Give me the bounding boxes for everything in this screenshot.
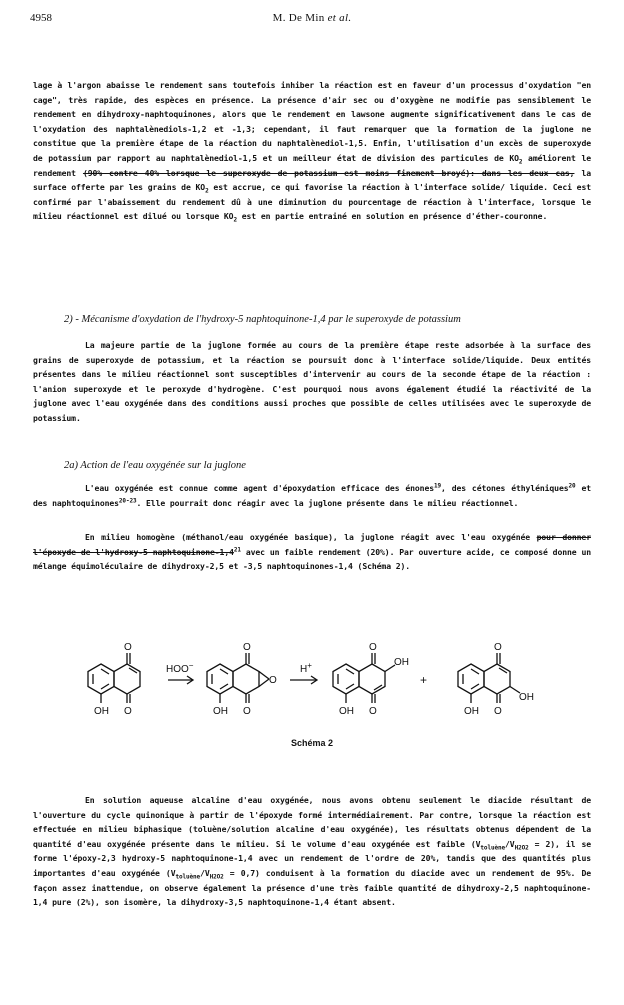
product1-o-bottom: O <box>369 706 377 717</box>
para3-b: , des cétones éthyléniques <box>441 483 569 493</box>
ref-20: 20 <box>568 482 576 490</box>
para4-struck-text: pour donner l'époxyde de l'hydroxy-5 naphtoquinone-1,4 <box>33 532 591 557</box>
epoxide-ring-o: O <box>269 675 277 686</box>
page-number: 4958 <box>30 12 52 24</box>
para1c-text: la surface offerte par les grains de KO <box>33 167 591 193</box>
dihydroxy-2-5-structure <box>333 653 395 703</box>
scheme-caption: Schéma 2 <box>290 738 334 748</box>
para1b-text: améliorent le rendement <box>33 152 591 178</box>
para3-a: L'eau oxygénée est connue comme agent d'époxydation efficace des énones <box>85 483 434 493</box>
paragraph-2 <box>33 338 591 426</box>
para5-d: /V <box>200 867 210 878</box>
ref-19: 19 <box>434 482 442 490</box>
running-head <box>0 12 624 24</box>
epoxide-o-top: O <box>243 642 251 653</box>
dihydroxy-3-5-structure <box>458 653 520 703</box>
ref-20-23: 20-23 <box>118 496 137 504</box>
para5-s2: H2O2 <box>514 844 529 852</box>
product2-oh-3: OH <box>519 692 534 703</box>
section-2a-heading: 2a) Action de l'eau oxygénée sur la juglone <box>64 460 246 471</box>
reagent-h-plus: H+ <box>300 661 312 675</box>
reagent-hoo: HOO− <box>166 661 194 675</box>
paragraph-4 <box>33 530 591 574</box>
para3-d: . Elle pourrait donc réagir avec la juglone présente dans le milieu réactionnel. <box>136 497 519 508</box>
product2-o-bottom: O <box>494 706 502 717</box>
page-header <box>0 12 624 28</box>
para5-s1: toluène <box>480 844 506 852</box>
paragraph-5 <box>33 793 591 910</box>
product1-oh-2: OH <box>394 657 409 668</box>
para5-s3: toluène <box>175 873 201 881</box>
juglone-structure <box>88 653 140 703</box>
reaction-scheme <box>0 612 624 762</box>
juglone-o-top: O <box>124 642 132 653</box>
para4-a: En milieu homogène (méthanol/eau oxygénée basique), la juglone réagit avec l'eau oxygénée <box>85 532 531 542</box>
juglone-oh: OH <box>94 706 109 717</box>
epoxide-structure <box>207 653 269 703</box>
para1-text: lage à l'argon abaisse le rendement sans toutefois inhiber la réaction est en faveur d'un processus d'oxydation "en cage", très rapide, des espèces en présence. La présence d'air sec ou d'oxygène ne modifie pas sensiblement le rendement en dihydroxy-naphtoquinones, alors que le rendement en lawsone augmente significativement dans le cas de l'oxydation des naphtalènediols-1,2 et -1,3; cependant, il faut remarquer que la formation de la juglone ne constitue que la première étape de la réaction du naphtalènediol-1,5. Enfin, l'utilisation d'un excès de superoxyde de potassium par rapport au naphtalènediol-1,5 et un meilleur état de division des particules de KO <box>33 80 591 163</box>
para5-e: = 0,7) conduisent à la formation du diacide avec un rendement de 95%. De façon assez inattendue, on observe également la présence d'une très faible quantité de dihydroxy-2,5 naphtoquinone-1,4 pure (2%), son isomère, la dihydroxy-3,5 naphtoquinone-1,4 étant absent. <box>33 867 591 908</box>
running-head-authors: M. De Min <box>272 12 325 24</box>
epoxide-o-bottom: O <box>243 706 251 717</box>
juglone-o-bottom: O <box>124 706 132 717</box>
para5-s4: H2O2 <box>209 873 224 881</box>
epoxide-oh: OH <box>213 706 228 717</box>
plus-sign: + <box>420 673 428 687</box>
arrow-1 <box>168 676 193 684</box>
ref-21: 21 <box>233 545 241 553</box>
para1d-sub: 2 <box>233 216 237 224</box>
paragraph-1 <box>33 78 591 224</box>
para1-sub: 2 <box>518 158 523 166</box>
para4-b: avec un faible rendement (20%). Par ouverture acide, ce composé donne un mélange équimoléculaire de dihydroxy-2,5 et -3,5 naphtoquinones-1,4 (Schéma 2). <box>33 546 592 572</box>
para1c-sub: 2 <box>205 187 209 195</box>
running-head-etal: et al. <box>327 12 352 24</box>
para5-c: = 2), il se forme l'époxy-2,3 hydroxy-5 naphtoquinone-1,4 avec un rendement de l'ordre de 20%, tandis que des quantités plus importantes d'eau oxygénée (V <box>33 838 592 878</box>
para3-c: et des naphtoquinones <box>33 483 591 508</box>
para1-struck-text: (90% contre 40% lorsque le superoxyde de potassium est moins finement broyé): dans les deux cas, <box>82 167 575 178</box>
arrow-2 <box>290 676 317 684</box>
paragraph-3 <box>33 481 591 510</box>
para5-a: En solution aqueuse alcaline d'eau oxygénée, nous avons obtenu seulement le diacide résultant de l'ouverture du cycle quinonique à partir de l'époxyde formé intermédiairement. Par contre, lorsque la réaction est effectuée en milieu biphasique (toluène/solution alcaline d'eau oxygénée), les résultats obtenus dépendent de la quantité d'eau oxygénée présente dans le milieu. Si le volume d'eau oxygénée est faible (V <box>33 795 591 849</box>
para5-b: /V <box>505 838 515 849</box>
para1d-text: est accrue, ce qui favorise la réaction à l'interface solide/ liquide. Ceci est confirmé par l'abaissement du rendement dû à une diminution du pourcentage de réaction à l'interface, lorsque le milieu réactionnel est dilué ou lorsque KO <box>33 182 591 222</box>
product2-oh-5: OH <box>464 706 479 717</box>
product1-o-top: O <box>369 642 377 653</box>
section-2-heading: 2) - Mécanisme d'oxydation de l'hydroxy-5 naphtoquinone-1,4 par le superoxyde de potassium <box>64 314 461 325</box>
para1e-text: est en partie entrainé en solution en présence d'éther-couronne. <box>236 211 548 222</box>
product1-oh-5: OH <box>339 706 354 717</box>
para2-text: La majeure partie de la juglone formée au cours de la première étape reste adsorbée à la surface des grains de superoxyde de potassium, et la réaction se poursuit donc à l'interface solide/liquide. Deux entités présentes dans le milieu réactionnel sont susceptibles d'intervenir au cours de la seconde étape de la réaction : l'anion superoxyde et le peroxyde d'hydrogène. C'est pourquoi nous avons également étudié la réactivité de la juglone avec l'eau oxygénée dans des conditions aussi proches que possible de celles utilisées avec le superoxyde de potassium. <box>33 340 591 423</box>
product2-o-top: O <box>494 642 502 653</box>
